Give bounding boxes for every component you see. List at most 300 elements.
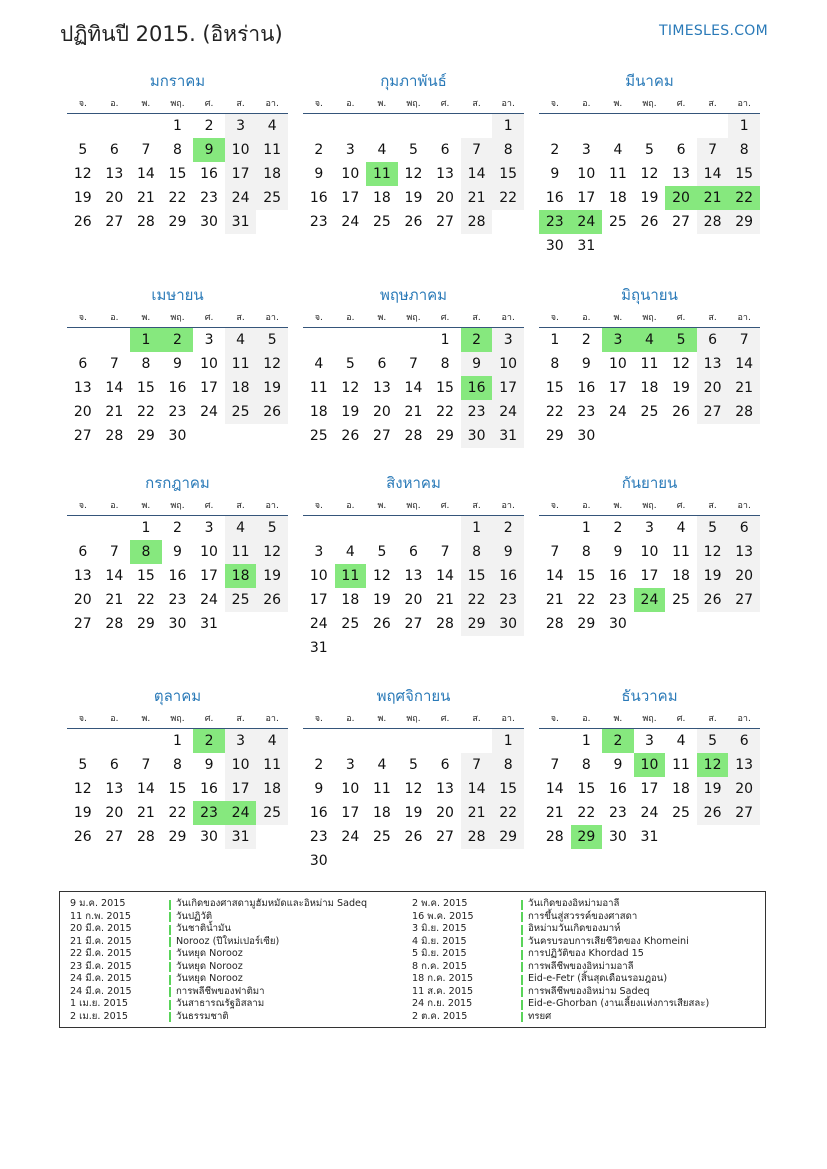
day-cell: 19 (404, 805, 423, 821)
weekday-label: ศ. (440, 714, 450, 724)
day-cell: 20 (73, 592, 92, 608)
day-cell: 2 (492, 516, 524, 540)
day-cell: 17 (200, 568, 218, 584)
weekday-label: อา. (737, 99, 751, 109)
day-cell: 3 (345, 757, 355, 773)
legend-marker (521, 925, 523, 935)
empty-day-cell (303, 729, 335, 753)
weekday-label: ส. (472, 714, 481, 724)
week-row (539, 753, 760, 777)
weekday-label: อา. (265, 313, 279, 323)
weekday-header (67, 306, 288, 328)
day-cell: 4 (377, 142, 387, 158)
day-cell: 9 (314, 166, 324, 182)
day-cell: 12 (697, 540, 729, 564)
weekday-label: อา. (501, 99, 515, 109)
week-row (539, 328, 760, 352)
legend-marker (521, 962, 523, 972)
day-cell: 2 (550, 142, 560, 158)
holiday-day-cell: 2 (461, 328, 493, 352)
month-calendar (303, 284, 524, 448)
holiday-day-cell: 8 (130, 540, 162, 564)
day-cell: 20 (404, 592, 423, 608)
legend-marker (169, 925, 171, 935)
weekday-header (539, 92, 760, 114)
day-cell: 25 (341, 616, 360, 632)
day-cell: 8 (581, 757, 591, 773)
weekday-label: พ. (613, 313, 623, 323)
weekday-label: อ. (110, 501, 119, 511)
day-cell: 7 (697, 138, 729, 162)
empty-day-cell (602, 234, 634, 258)
legend-date: 2 พ.ค. 2015 (412, 898, 468, 909)
weekday-label: พ. (141, 501, 151, 511)
day-cell: 6 (676, 142, 686, 158)
empty-day-cell (602, 424, 634, 448)
day-cell: 1 (141, 520, 151, 536)
day-cell: 21 (136, 805, 155, 821)
week-row (539, 612, 760, 636)
day-cell: 13 (105, 166, 124, 182)
week-row (303, 777, 524, 801)
day-cell: 7 (440, 544, 450, 560)
weekday-label: ศ. (204, 313, 214, 323)
day-cell: 18 (640, 380, 659, 396)
holiday-legend (59, 891, 766, 1028)
legend-marker (521, 1000, 523, 1010)
day-cell: 7 (109, 544, 119, 560)
day-cell: 14 (136, 166, 155, 182)
day-cell: 22 (577, 805, 596, 821)
day-cell: 13 (672, 166, 690, 182)
day-cell: 25 (608, 214, 627, 230)
day-cell: 17 (608, 380, 627, 396)
weekday-label: พฤ. (406, 714, 421, 724)
day-cell: 7 (550, 544, 560, 560)
day-cell: 12 (372, 568, 391, 584)
empty-day-cell (461, 114, 493, 138)
day-cell: 18 (341, 592, 360, 608)
day-cell: 10 (492, 352, 524, 376)
day-cell: 18 (309, 404, 328, 420)
weekday-label: พ. (141, 313, 151, 323)
empty-day-cell (335, 516, 367, 540)
day-cell: 15 (136, 568, 155, 584)
week-row (303, 588, 524, 612)
empty-day-cell (697, 825, 729, 849)
month-calendar (303, 70, 524, 234)
day-cell: 27 (672, 214, 690, 230)
day-cell: 18 (372, 190, 391, 206)
empty-day-cell (728, 234, 760, 258)
day-cell: 29 (728, 210, 760, 234)
weekday-label: ศ. (204, 99, 214, 109)
weekday-label: พฤ. (170, 501, 185, 511)
day-cell: 2 (314, 142, 324, 158)
day-cell: 17 (309, 592, 328, 608)
week-row (67, 400, 288, 424)
legend-date: 24 มี.ค. 2015 (70, 973, 132, 984)
empty-day-cell (665, 612, 697, 636)
week-row (303, 162, 524, 186)
week-row (67, 376, 288, 400)
week-row (539, 400, 760, 424)
week-row (67, 540, 288, 564)
week-row (303, 424, 524, 448)
day-cell: 9 (461, 352, 493, 376)
day-cell: 6 (109, 757, 119, 773)
empty-day-cell (602, 114, 634, 138)
legend-holiday-name: การพลีชีพของอิหม่าม Sadeq (528, 985, 650, 997)
day-cell: 30 (492, 612, 524, 636)
weekday-header (67, 707, 288, 729)
legend-marker (169, 1012, 171, 1022)
day-cell: 11 (672, 757, 690, 773)
empty-day-cell (366, 729, 398, 753)
day-cell: 3 (345, 142, 355, 158)
day-cell: 27 (404, 616, 423, 632)
week-row (67, 801, 288, 825)
day-cell: 16 (608, 781, 627, 797)
day-cell: 20 (105, 190, 124, 206)
weekday-label: พ. (377, 501, 387, 511)
legend-holiday-name: วันชาติน้ำมัน (176, 923, 231, 934)
day-cell: 16 (168, 568, 187, 584)
weekday-header (303, 707, 524, 729)
legend-date: 20 มี.ค. 2015 (70, 923, 132, 934)
empty-day-cell (398, 849, 430, 873)
day-cell: 19 (341, 404, 360, 420)
day-cell: 25 (640, 404, 659, 420)
day-cell: 10 (341, 781, 360, 797)
day-cell: 16 (545, 190, 564, 206)
weekday-label: ส. (236, 99, 245, 109)
day-cell: 15 (136, 380, 155, 396)
legend-holiday-name: อิหม่ามวันเกิดของมาห์ (528, 923, 621, 934)
day-cell: 1 (550, 332, 560, 348)
empty-day-cell (335, 729, 367, 753)
week-row (303, 729, 524, 753)
day-cell: 21 (404, 404, 423, 420)
week-row (539, 825, 760, 849)
week-row (303, 186, 524, 210)
empty-day-cell (99, 729, 131, 753)
empty-day-cell (335, 328, 367, 352)
weekday-label: ศ. (676, 313, 686, 323)
empty-day-cell (398, 114, 430, 138)
day-cell: 28 (545, 829, 564, 845)
week-row (303, 825, 524, 849)
day-cell: 17 (341, 805, 360, 821)
legend-date: 2 ต.ค. 2015 (412, 1010, 468, 1022)
empty-day-cell (398, 636, 430, 660)
day-cell: 30 (461, 424, 493, 448)
holiday-day-cell: 23 (539, 210, 571, 234)
day-cell: 6 (440, 757, 450, 773)
week-row (67, 753, 288, 777)
empty-day-cell (697, 612, 729, 636)
day-cell: 23 (608, 592, 627, 608)
empty-day-cell (728, 612, 760, 636)
weekday-label: อา. (737, 313, 751, 323)
month-name: มีนาคม (625, 72, 674, 90)
legend-holiday-name: Eid-e-Fetr (สิ้นสุดเดือนรอมฎอน) (528, 973, 668, 984)
legend-holiday-name: วันครบรอบการเสียชีวิตของ Khomeini (528, 935, 689, 947)
day-cell: 16 (200, 781, 218, 797)
week-row (67, 612, 288, 636)
legend-date: 24 มี.ค. 2015 (70, 985, 132, 997)
day-cell: 28 (136, 829, 155, 845)
day-cell: 14 (545, 781, 564, 797)
legend-marker (169, 975, 171, 985)
day-cell: 3 (581, 142, 591, 158)
day-cell: 6 (109, 142, 119, 158)
day-cell: 5 (697, 516, 729, 540)
day-cell: 9 (613, 544, 623, 560)
day-cell: 21 (105, 592, 124, 608)
day-cell: 16 (168, 380, 187, 396)
day-cell: 24 (492, 400, 524, 424)
day-cell: 14 (404, 380, 423, 396)
day-cell: 18 (225, 376, 257, 400)
day-cell: 15 (168, 166, 187, 182)
month-calendar (67, 472, 288, 636)
holiday-day-cell: 21 (697, 186, 729, 210)
day-cell: 28 (105, 428, 124, 444)
day-cell: 13 (728, 753, 760, 777)
empty-day-cell (539, 114, 571, 138)
day-cell: 15 (436, 380, 454, 396)
weekday-label: อา. (737, 714, 751, 724)
weekday-label: อ. (346, 99, 355, 109)
day-cell: 6 (78, 356, 88, 372)
weekday-label: จ. (550, 714, 559, 724)
weekday-label: ส. (472, 99, 481, 109)
day-cell: 5 (345, 356, 355, 372)
site-link[interactable]: TIMESLES.COM (659, 23, 768, 39)
week-row (303, 801, 524, 825)
day-cell: 18 (672, 781, 690, 797)
day-cell: 5 (697, 729, 729, 753)
weekday-header (539, 707, 760, 729)
holiday-day-cell: 23 (193, 801, 225, 825)
day-cell: 25 (256, 801, 288, 825)
empty-day-cell (398, 328, 430, 352)
day-cell: 19 (697, 564, 729, 588)
day-cell: 9 (173, 356, 182, 372)
day-cell: 30 (577, 428, 596, 444)
day-cell: 12 (341, 380, 360, 396)
day-cell: 2 (581, 332, 591, 348)
day-cell: 5 (78, 142, 88, 158)
day-cell: 24 (341, 829, 360, 845)
day-cell: 2 (613, 520, 623, 536)
weekday-label: จ. (314, 99, 323, 109)
day-cell: 4 (345, 544, 355, 560)
day-cell: 14 (461, 777, 493, 801)
day-cell: 26 (404, 829, 423, 845)
week-row (67, 516, 288, 540)
day-cell: 1 (581, 520, 591, 536)
weekday-label: ศ. (204, 714, 214, 724)
day-cell: 16 (309, 805, 328, 821)
day-cell: 16 (200, 166, 218, 182)
empty-day-cell (335, 114, 367, 138)
day-cell: 18 (372, 805, 391, 821)
legend-date: 2 เม.ย. 2015 (70, 1010, 128, 1022)
legend-date: 5 มิ.ย. 2015 (412, 948, 467, 959)
day-cell: 8 (173, 757, 182, 773)
legend-holiday-name: วันเกิดของอิหม่ามอาลี (528, 898, 620, 909)
day-cell: 6 (78, 544, 88, 560)
day-cell: 21 (461, 186, 493, 210)
day-cell: 24 (341, 214, 360, 230)
week-row (303, 376, 524, 400)
day-cell: 26 (404, 214, 423, 230)
day-cell: 3 (645, 520, 654, 536)
day-cell: 13 (73, 380, 92, 396)
day-cell: 6 (697, 328, 729, 352)
day-cell: 26 (256, 400, 288, 424)
day-cell: 10 (225, 753, 257, 777)
weekday-label: อา. (265, 714, 279, 724)
legend-holiday-name: วันหยุด Norooz (176, 960, 243, 972)
day-cell: 10 (608, 356, 627, 372)
day-cell: 6 (409, 544, 418, 560)
week-row (67, 424, 288, 448)
empty-day-cell (461, 729, 493, 753)
legend-holiday-name: Norooz (ปีใหม่เปอร์เซีย) (176, 935, 280, 947)
holiday-day-cell: 24 (634, 588, 666, 612)
day-cell: 17 (577, 190, 596, 206)
empty-day-cell (335, 849, 367, 873)
month-name: กันยายน (621, 474, 678, 492)
legend-holiday-name: ทรยศ (528, 1010, 552, 1022)
weekday-header (67, 494, 288, 516)
day-cell: 21 (461, 801, 493, 825)
day-cell: 20 (436, 805, 454, 821)
empty-day-cell (67, 729, 99, 753)
day-cell: 20 (436, 190, 454, 206)
legend-marker (521, 912, 523, 922)
empty-day-cell (303, 114, 335, 138)
day-cell: 11 (372, 781, 391, 797)
legend-holiday-name: วันหยุด Norooz (176, 973, 243, 984)
day-cell: 8 (550, 356, 560, 372)
day-cell: 31 (577, 238, 596, 254)
day-cell: 1 (728, 114, 760, 138)
empty-day-cell (225, 612, 257, 636)
weekday-label: พฤ. (642, 313, 657, 323)
day-cell: 7 (141, 142, 151, 158)
day-cell: 22 (461, 588, 493, 612)
empty-day-cell (728, 825, 760, 849)
day-cell: 10 (225, 138, 257, 162)
day-cell: 19 (697, 777, 729, 801)
weekday-label: พฤ. (406, 99, 421, 109)
day-cell: 1 (492, 729, 524, 753)
day-cell: 25 (309, 428, 328, 444)
empty-day-cell (429, 849, 461, 873)
day-cell: 4 (225, 328, 257, 352)
day-cell: 9 (613, 757, 623, 773)
legend-date: 18 ก.ค. 2015 (412, 973, 474, 984)
day-cell: 22 (492, 186, 524, 210)
day-cell: 18 (256, 162, 288, 186)
empty-day-cell (728, 424, 760, 448)
legend-marker (521, 900, 523, 910)
day-cell: 7 (461, 138, 493, 162)
empty-day-cell (634, 114, 666, 138)
empty-day-cell (697, 114, 729, 138)
day-cell: 12 (73, 781, 92, 797)
empty-day-cell (634, 234, 666, 258)
day-cell: 21 (105, 404, 124, 420)
legend-holiday-name: วันเกิดของศาสดามูฮัมหมัดและอิหม่าม Sadeq (176, 898, 368, 909)
weekday-label: ศ. (440, 501, 450, 511)
legend-holiday-name: การปฏิวัติของ Khordad 15 (528, 948, 644, 959)
day-cell: 20 (372, 404, 391, 420)
month-name: เมษายน (151, 286, 204, 304)
day-cell: 30 (608, 829, 627, 845)
day-cell: 17 (200, 380, 218, 396)
day-cell: 28 (136, 214, 155, 230)
day-cell: 7 (409, 356, 418, 372)
legend-marker (521, 975, 523, 985)
day-cell: 26 (73, 214, 92, 230)
day-cell: 27 (73, 616, 92, 632)
day-cell: 30 (608, 616, 627, 632)
empty-day-cell (335, 636, 367, 660)
day-cell: 9 (204, 757, 214, 773)
day-cell: 15 (728, 162, 760, 186)
week-row (67, 564, 288, 588)
legend-date: 8 ก.ค. 2015 (412, 960, 467, 972)
day-cell: 23 (492, 588, 524, 612)
holiday-day-cell: 2 (162, 328, 194, 352)
day-cell: 25 (225, 588, 257, 612)
day-cell: 30 (309, 853, 328, 869)
day-cell: 19 (640, 190, 659, 206)
day-cell: 18 (256, 777, 288, 801)
holiday-day-cell: 4 (634, 328, 666, 352)
weekday-label: ส. (708, 313, 717, 323)
empty-day-cell (256, 210, 288, 234)
day-cell: 11 (256, 138, 288, 162)
month-name: พฤศจิกายน (376, 687, 451, 705)
day-cell: 4 (256, 114, 288, 138)
day-cell: 22 (136, 592, 155, 608)
day-cell: 3 (225, 114, 257, 138)
weekday-label: จ. (314, 501, 323, 511)
day-cell: 27 (728, 801, 760, 825)
day-cell: 19 (372, 592, 391, 608)
day-cell: 16 (492, 564, 524, 588)
empty-day-cell (665, 424, 697, 448)
empty-day-cell (99, 328, 131, 352)
empty-day-cell (130, 114, 162, 138)
day-cell: 17 (225, 777, 257, 801)
holiday-day-cell: 11 (335, 564, 367, 588)
day-cell: 25 (372, 829, 391, 845)
day-cell: 11 (608, 166, 627, 182)
day-cell: 10 (640, 544, 659, 560)
day-cell: 26 (341, 428, 360, 444)
weekday-label: ส. (236, 501, 245, 511)
day-cell: 30 (168, 428, 187, 444)
legend-marker (521, 987, 523, 997)
day-cell: 8 (492, 753, 524, 777)
